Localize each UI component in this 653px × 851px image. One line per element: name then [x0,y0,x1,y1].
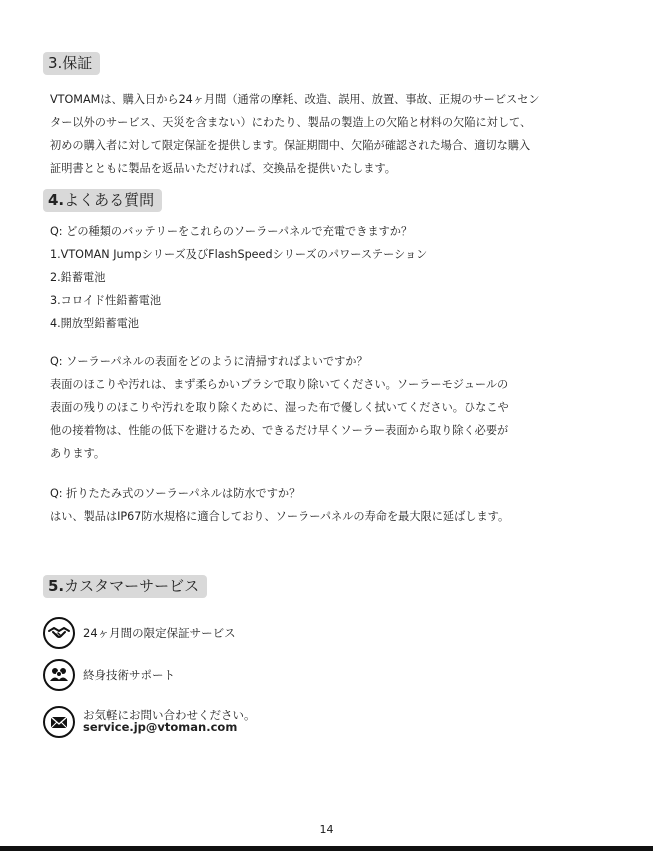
people-icon [43,659,75,691]
faq-question-3 [50,482,509,528]
faq-question-1 [50,220,427,335]
warranty-line: 証明書とともに製品を返品いただければ、交換品を提供いたします。 [50,162,396,175]
service-support-label: 終身技術サポート [83,668,175,682]
faq-answer-line: 3.コロイド性鉛蓄電池 [50,294,162,307]
faq-answer-line: 他の接着物は、性能の低下を避けるため、できるだけ早くソーラー表面から取り除く必要が [50,424,509,437]
faq-question-2 [50,350,509,465]
warranty-paragraph [50,88,540,180]
faq-heading [43,189,162,212]
service-warranty-label: 24ヶ月間の限定保証サービス [83,626,236,640]
service-contact-label: お気軽にお問い合わせください。 [83,708,256,722]
faq-question-text: Q: ソーラーパネルの表面をどのように清掃すればよいですか？ [50,355,368,368]
mail-icon [43,706,75,738]
faq-answer-line: 4.開放型鉛蓄電池 [50,317,139,330]
warranty-heading-text: 3.保証 [48,54,93,72]
warranty-line: VTOMAMは、購入日から24ヶ月間（通常の摩耗、改造、誤用、放置、事故、正規のサービスセン [50,93,540,106]
handshake-icon [43,617,75,649]
faq-question-text: Q: 折りたたみ式のソーラーパネルは防水ですか？ [50,487,301,500]
faq-question-text: Q: どの種類のバッテリーをこれらのソーラーパネルで充電できますか？ [50,225,413,238]
warranty-line: 初めの購入者に対して限定保証を提供します。保証期間中、欠陥が確認された場合、適切な購入 [50,139,531,152]
faq-answer-line: あります。 [50,447,106,460]
page-number: 14 [319,823,334,836]
faq-answer-line: 表面の残りのほこりや汚れを取り除くために、湿った布で優しく拭いてください。ひなこや [50,401,509,414]
contact-email-link[interactable]: service.jp@vtoman.com [83,720,238,734]
warranty-heading [43,52,100,75]
faq-answer-line: 1.VTOMAN Jumpシリーズ及びFlashSpeedシリーズのパワーステーション [50,248,428,261]
customer-service-heading [43,575,207,598]
faq-answer-line: 2.鉛蓄電池 [50,271,106,284]
faq-heading-number: 4. [48,191,65,209]
customer-service-heading-text: カスタマーサービス [64,577,200,595]
warranty-line: ター以外のサービス、天災を含まない）にわたり、製品の製造上の欠陥と材料の欠陥に対して、 [50,116,532,129]
faq-heading-text: よくある質問 [64,191,155,209]
faq-answer-line: はい、製品はIP67防水規格に適合しており、ソーラーパネルの寿命を最大限に延ばします。 [50,510,510,523]
bottom-divider [0,846,653,851]
faq-answer-line: 表面のほこりや汚れは、まず柔らかいブラシで取り除いてください。ソーラーモジュールの [50,378,509,391]
customer-service-heading-number: 5. [48,577,65,595]
